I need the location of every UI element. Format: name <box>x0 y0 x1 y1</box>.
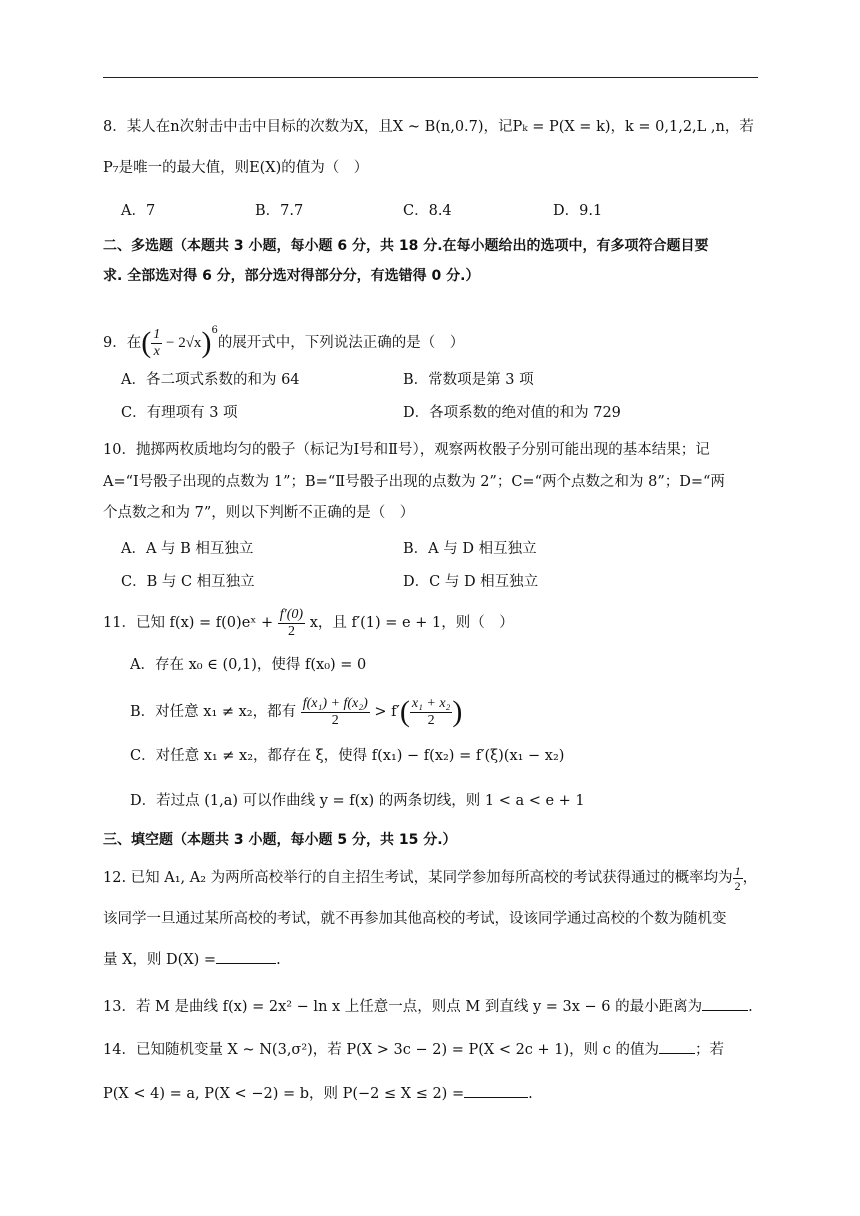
q12-line2: 该同学一旦通过某所高校的考试，就不再参加其他高校的考试，设该同学通过高校的个数为随机变 <box>103 911 727 927</box>
q13-answer-blank[interactable] <box>702 996 748 1011</box>
section2-heading-line1: 二、多选题（本题共 3 小题，每小题 6 分，共 18 分.在每小题给出的选项中，有多项符合题目要 <box>103 238 709 254</box>
q9-frac-num: 1 <box>153 326 161 342</box>
q14-answer-blank-c[interactable] <box>659 1039 695 1054</box>
q9-fraction <box>151 327 162 360</box>
q14-line1-prefix: 14．已知随机变量 X ~ N(3,σ²)，若 P(X > 3c − 2) = P(X < 2c + 1)，则 c 的值为 <box>103 1042 660 1058</box>
q12-frac-den: 2 <box>734 878 741 893</box>
q9-suffix: 的展开式中，下列说法正确的是（ ） <box>217 335 465 351</box>
q11-prefix: 11．已知 f(x) = f(0)eˣ + <box>103 615 274 631</box>
q9-right-paren: ) <box>201 326 212 359</box>
q10-line1: 10．抛掷两枚质地均匀的骰子（标记为Ⅰ号和Ⅱ号），观察两枚骰子分别可能出现的基本结果；记 <box>103 442 710 458</box>
q11-option-c[interactable]: C．对任意 x₁ ≠ x₂，都存在 ξ，使得 f(x₁) − f(x₂) = f′(ξ)(x₁ − x₂) <box>130 748 565 764</box>
q9-left-paren: ( <box>141 326 152 359</box>
q12-line3-suffix: . <box>276 952 281 968</box>
q11-frac-den: 2 <box>287 623 295 639</box>
q9-option-d[interactable]: D．各项系数的绝对值的和为 729 <box>403 405 621 421</box>
q9-exponent: 6 <box>211 325 218 336</box>
q13-suffix: . <box>748 999 753 1015</box>
q9-option-c[interactable]: C．有理项有 3 项 <box>121 405 238 421</box>
q12-answer-blank[interactable] <box>216 949 276 964</box>
q11-optb-left-paren: ( <box>399 695 410 728</box>
q11-optb-fraction2 <box>410 696 453 729</box>
q9-mid: − 2√x <box>162 335 202 351</box>
q8-option-d[interactable]: D．9.1 <box>553 203 603 219</box>
q8-line1: 8．某人在n次射击中击中目标的次数为X，且X ~ B(n,0.7)，记Pₖ = P(X = k)，k = 0,1,2,L ,n，若 <box>103 119 754 135</box>
q11-option-d[interactable]: D．若过点 (1,a) 可以作曲线 y = f(x) 的两条切线，则 1 < a < e + 1 <box>130 793 585 809</box>
q14-answer-blank-p[interactable] <box>464 1083 528 1098</box>
q12-line1 <box>103 860 757 896</box>
q9-option-b[interactable]: B．常数项是第 3 项 <box>403 372 534 388</box>
q11-optb-num2: x₁ + x₂ <box>411 695 451 711</box>
q11-optb-prefix: B．对任意 x₁ ≠ x₂，都有 <box>130 704 297 720</box>
q9-stem <box>103 312 464 362</box>
q10-option-a[interactable]: A．A 与 B 相互独立 <box>121 541 254 557</box>
q11-option-b[interactable] <box>130 693 462 731</box>
q10-option-c[interactable]: C．B 与 C 相互独立 <box>121 574 255 590</box>
q13-prefix: 13．若 M 是曲线 f(x) = 2x² − ln x 上任意一点，则点 M 到直线 y = 3x − 6 的最小距离为 <box>103 999 703 1015</box>
q11-optb-right-paren: ) <box>452 695 463 728</box>
q14-line2 <box>103 1083 533 1104</box>
q8-option-c[interactable]: C．8.4 <box>403 203 452 219</box>
q14-line2-prefix: P(X < 4) = a, P(X < −2) = b，则 P(−2 ≤ X ≤ 2) = <box>103 1086 465 1102</box>
q11-optb-fraction1 <box>301 696 370 729</box>
q12-line1-prefix: 12. 已知 A₁, A₂ 为两所高校举行的自主招生考试，某同学参加每所高校的考试获得通过的概率均为 <box>103 870 733 886</box>
q11-option-a[interactable]: A．存在 x₀ ∈ (0,1)，使得 f(x₀) = 0 <box>130 657 367 673</box>
q11-stem <box>103 604 514 642</box>
q9-prefix: 9．在 <box>103 335 142 351</box>
q11-suffix: x，且 f′(1) = e + 1，则（ ） <box>309 615 514 631</box>
q8-option-a[interactable]: A．7 <box>121 203 156 219</box>
q12-line1-suffix: ， <box>742 870 758 886</box>
header-rule <box>103 77 758 78</box>
q11-optb-den2: 2 <box>427 712 435 728</box>
q10-line2: A=“Ⅰ号骰子出现的点数为 1”；B=“Ⅱ号骰子出现的点数为 2”；C=“两个点数之和为 8”；D=“两 <box>103 474 725 490</box>
q12-frac-num: 1 <box>734 863 741 878</box>
q12-fraction <box>733 864 743 893</box>
q8-option-b[interactable]: B．7.7 <box>255 203 304 219</box>
q11-optb-den1: 2 <box>331 712 339 728</box>
q14-line2-suffix: . <box>528 1086 533 1102</box>
q11-fraction <box>278 607 305 640</box>
q11-frac-num: f′(0) <box>279 606 304 622</box>
q11-optb-num1: f(x₁) + f(x₂) <box>302 695 368 711</box>
q12-line3 <box>103 949 281 970</box>
q10-option-b[interactable]: B．A 与 D 相互独立 <box>403 541 537 557</box>
q10-line3: 个点数之和为 7”，则以下判断不正确的是（ ） <box>103 505 415 521</box>
q8-line2: P₇是唯一的最大值，则E(X)的值为（ ） <box>103 160 369 176</box>
section3-heading: 三、填空题（本题共 3 小题，每小题 5 分，共 15 分.） <box>103 832 457 848</box>
q13-line <box>103 996 753 1017</box>
q9-option-a[interactable]: A．各二项式系数的和为 64 <box>121 372 300 388</box>
section2-heading-line2: 求. 全部选对得 6 分，部分选对得部分分，有选错得 0 分.） <box>103 268 480 284</box>
q14-line1 <box>103 1039 724 1060</box>
q9-frac-den: x <box>153 343 160 359</box>
q11-optb-mid: > f′ <box>374 704 400 720</box>
q12-line3-prefix: 量 X，则 D(X) = <box>103 952 217 968</box>
q14-line1-suffix: ；若 <box>695 1042 725 1058</box>
q10-option-d[interactable]: D．C 与 D 相互独立 <box>403 574 539 590</box>
